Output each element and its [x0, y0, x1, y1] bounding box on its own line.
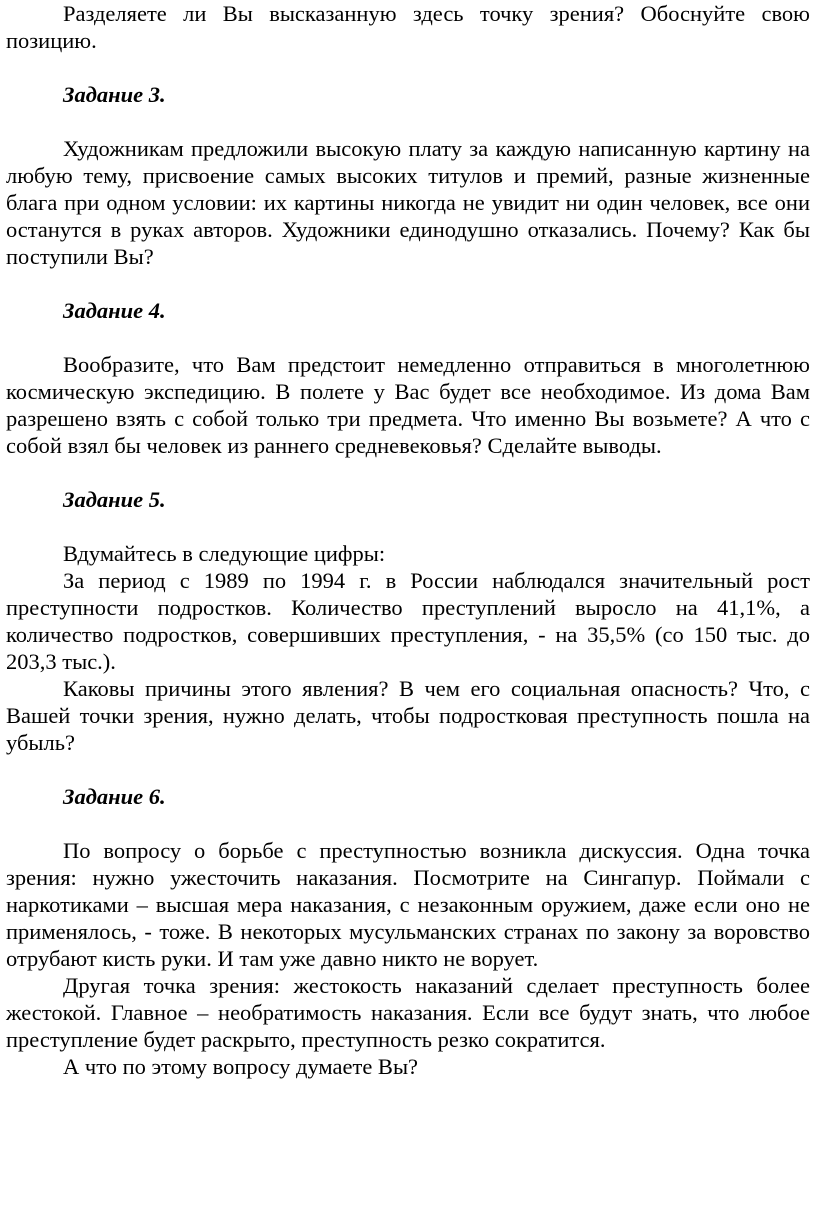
task5-paragraph-3: Каковы причины этого явления? В чем его социальная опасность? Что, с Вашей точки зрения, нужно делать, чтобы подростковая преступность пошла на убыль?	[6, 676, 810, 755]
spacer	[6, 270, 810, 297]
task6-paragraph-3: А что по этому вопросу думаете Вы?	[63, 1054, 419, 1079]
task4-heading: Задание 4.	[63, 298, 166, 323]
spacer	[6, 810, 810, 837]
document-body	[6, 0, 810, 1080]
task6-heading: Задание 6.	[63, 784, 166, 809]
task5-paragraph-1: Вдумайтесь в следующие цифры:	[63, 541, 386, 566]
task6-paragraph-2: Другая точка зрения: жестокость наказаний сделает преступность более жестокой. Главное – необратимость наказания. Если все будут знать, что любое преступление будет раскрыто, преступность резко сократится.	[6, 973, 810, 1052]
spacer	[6, 756, 810, 783]
task3-heading: Задание 3.	[63, 82, 166, 107]
task5-paragraph-2: За период с 1989 по 1994 г. в России наблюдался значительный рост преступности подростков. Количество преступлений выросло на 41,1%, а количество подростков, совершивших преступления, - на 35,5% (со 150 тыс. до 203,3 тыс.).	[6, 568, 810, 674]
spacer	[6, 324, 810, 351]
task3-paragraph-1: Художникам предложили высокую плату за каждую написанную картину на любую тему, присвоение самых высоких титулов и премий, разные жизненные блага при одном условии: их картины никогда не увидит ни один человек, все они останутся в руках авторов. Художники единодушно отказались. Почему? Как бы поступили Вы?	[6, 136, 810, 269]
spacer	[6, 108, 810, 135]
task6-paragraph-1: По вопросу о борьбе с преступностью возникла дискуссия. Одна точка зрения: нужно ужесточить наказания. Посмотрите на Сингапур. Поймали с наркотиками – высшая мера наказания, с незаконным оружием, даже если оно не применялось, - тоже. В некоторых мусульманских странах по закону за воровство отрубают кисть руки. И там уже давно никто не ворует.	[6, 838, 810, 971]
task5-heading: Задание 5.	[63, 487, 166, 512]
spacer	[6, 54, 810, 81]
spacer	[6, 513, 810, 540]
spacer	[6, 459, 810, 486]
intro-paragraph: Разделяете ли Вы высказанную здесь точку зрения? Обоснуйте свою позицию.	[6, 1, 810, 53]
task4-paragraph-1: Вообразите, что Вам предстоит немедленно отправиться в многолетнюю космическую экспедицию. В полете у Вас будет все необходимое. Из дома Вам разрешено взять с собой только три предмета. Что именно Вы возьмете? А что с собой взял бы человек из раннего средневековья? Сделайте выводы.	[6, 352, 810, 458]
